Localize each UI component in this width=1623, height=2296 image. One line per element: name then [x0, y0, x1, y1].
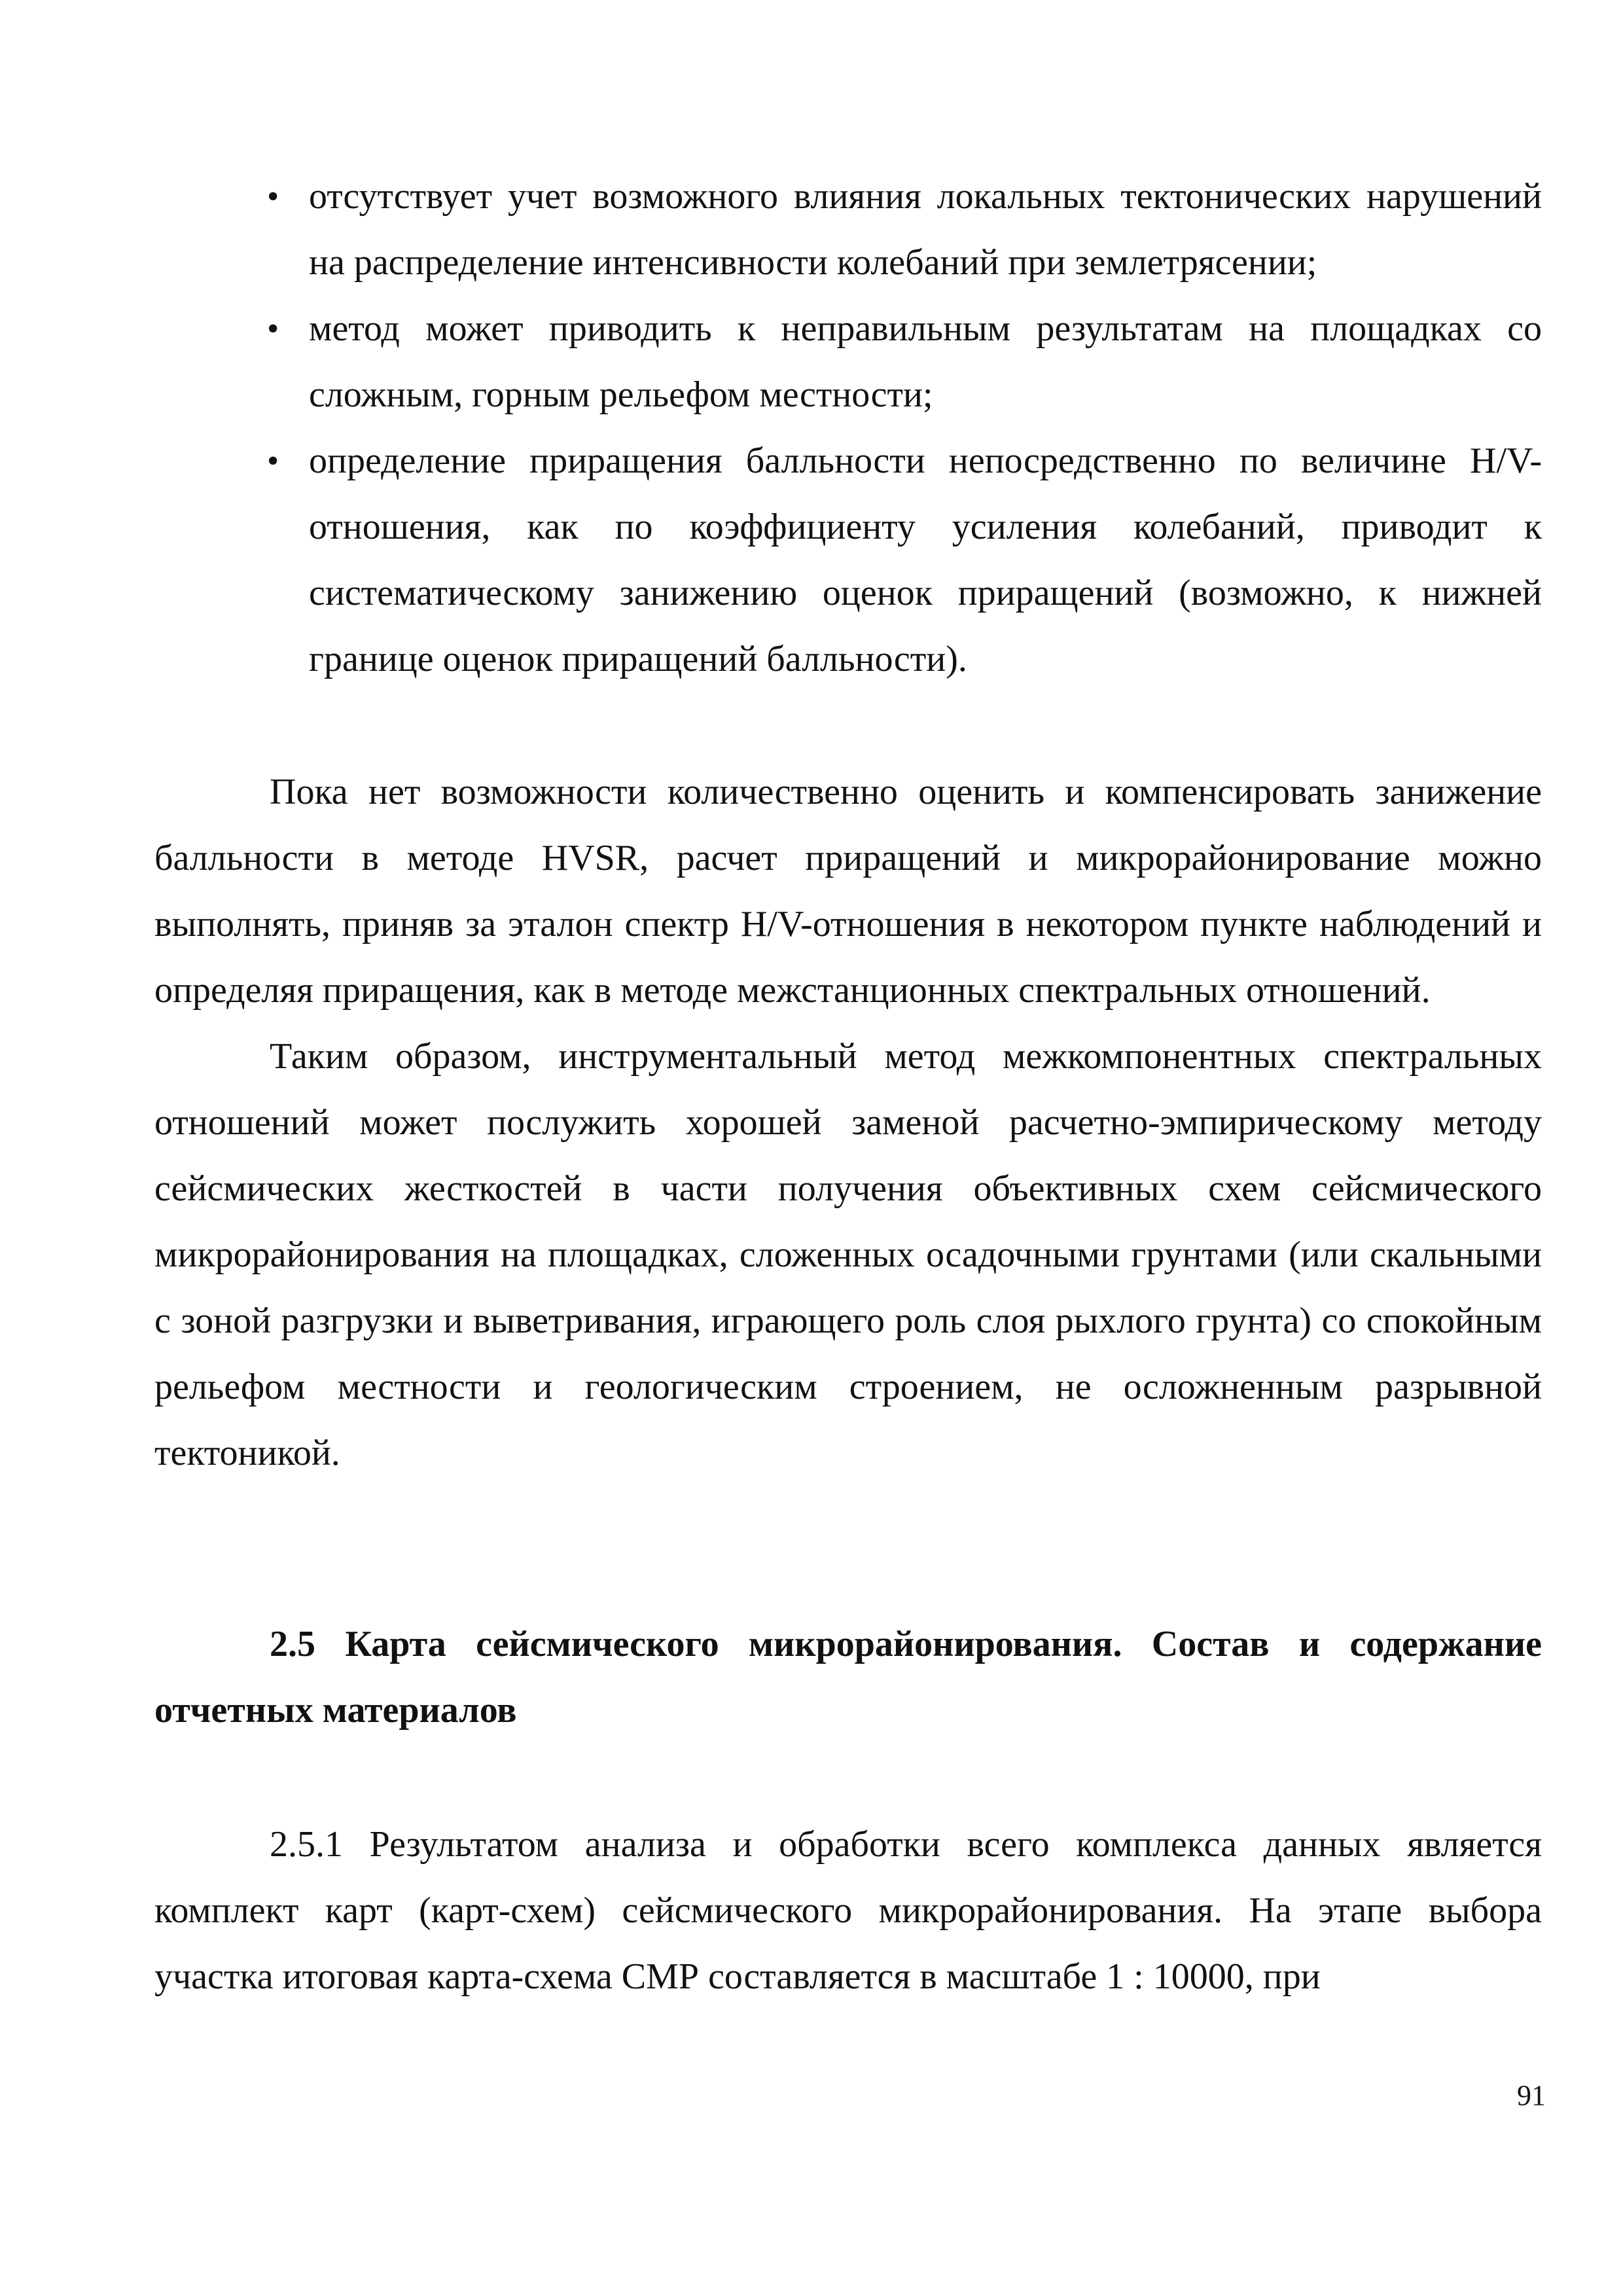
bullet-item — [267, 296, 1542, 428]
bullet-marker: • — [267, 178, 279, 215]
bullet-text: метод может приводить к неправильным результатам на площадках со сложным, горным рельефом местности; — [309, 308, 1542, 415]
bullet-marker: • — [267, 310, 279, 348]
subsection-text — [154, 1812, 1542, 2010]
bullet-text: отсутствует учет возможного влияния локальных тектонических нарушений на распределение интенсивности колебаний при землетрясении; — [309, 176, 1542, 283]
paragraph-conclusion: Таким образом, инструментальный метод межкомпонентных спектральных отношений может послужить хорошей заменой расчетно-эмпирическому методу сейсмических жесткостей в части получения объективных схем сейсмического микрорайонирования на площадках, сложенных осадочными грунтами (или скальными с зоной разгрузки и выветривания, играющего роль слоя рыхлого грунта) со спокойным рельефом местности и геологическим строением, не осложненным разрывной тектоникой. — [154, 1036, 1542, 1473]
section-number: 2.5 — [270, 1624, 315, 1664]
bullet-item — [267, 428, 1542, 692]
paragraph-2-5-1: 2.5.1 Результатом анализа и обработки всего комплекса данных является комплект карт (карт-схем) сейсмического микрорайонирования. На этапе выбора участка итоговая карта-схема СМР составляется в масштабе 1 : 10000, при — [154, 1824, 1542, 1997]
section-title: Карта сейсмического микрорайонирования. Состав и содержание отчетных материалов — [154, 1624, 1542, 1731]
body-text — [154, 759, 1542, 1486]
bullet-list — [154, 164, 1542, 692]
bullet-text: определение приращения балльности непосредственно по величине H/V-отношения, как по коэффициенту усиления колебаний, приводит к систематическому занижению оценок приращений (возможно, к нижней границе оценок приращений балльности). — [309, 440, 1542, 679]
section-heading — [154, 1611, 1542, 1744]
page-number: 91 — [1517, 2079, 1546, 2111]
paragraph-hvsr-limitations: Пока нет возможности количественно оценить и компенсировать занижение балльности в методе HVSR, расчет приращений и микрорайонирование можно выполнять, приняв за эталон спектр H/V-отношения в некотором пункте наблюдений и определяя приращения, как в методе межстанционных спектральных отношений. — [154, 772, 1542, 1011]
bullet-item — [267, 164, 1542, 296]
bullet-marker: • — [267, 442, 279, 480]
